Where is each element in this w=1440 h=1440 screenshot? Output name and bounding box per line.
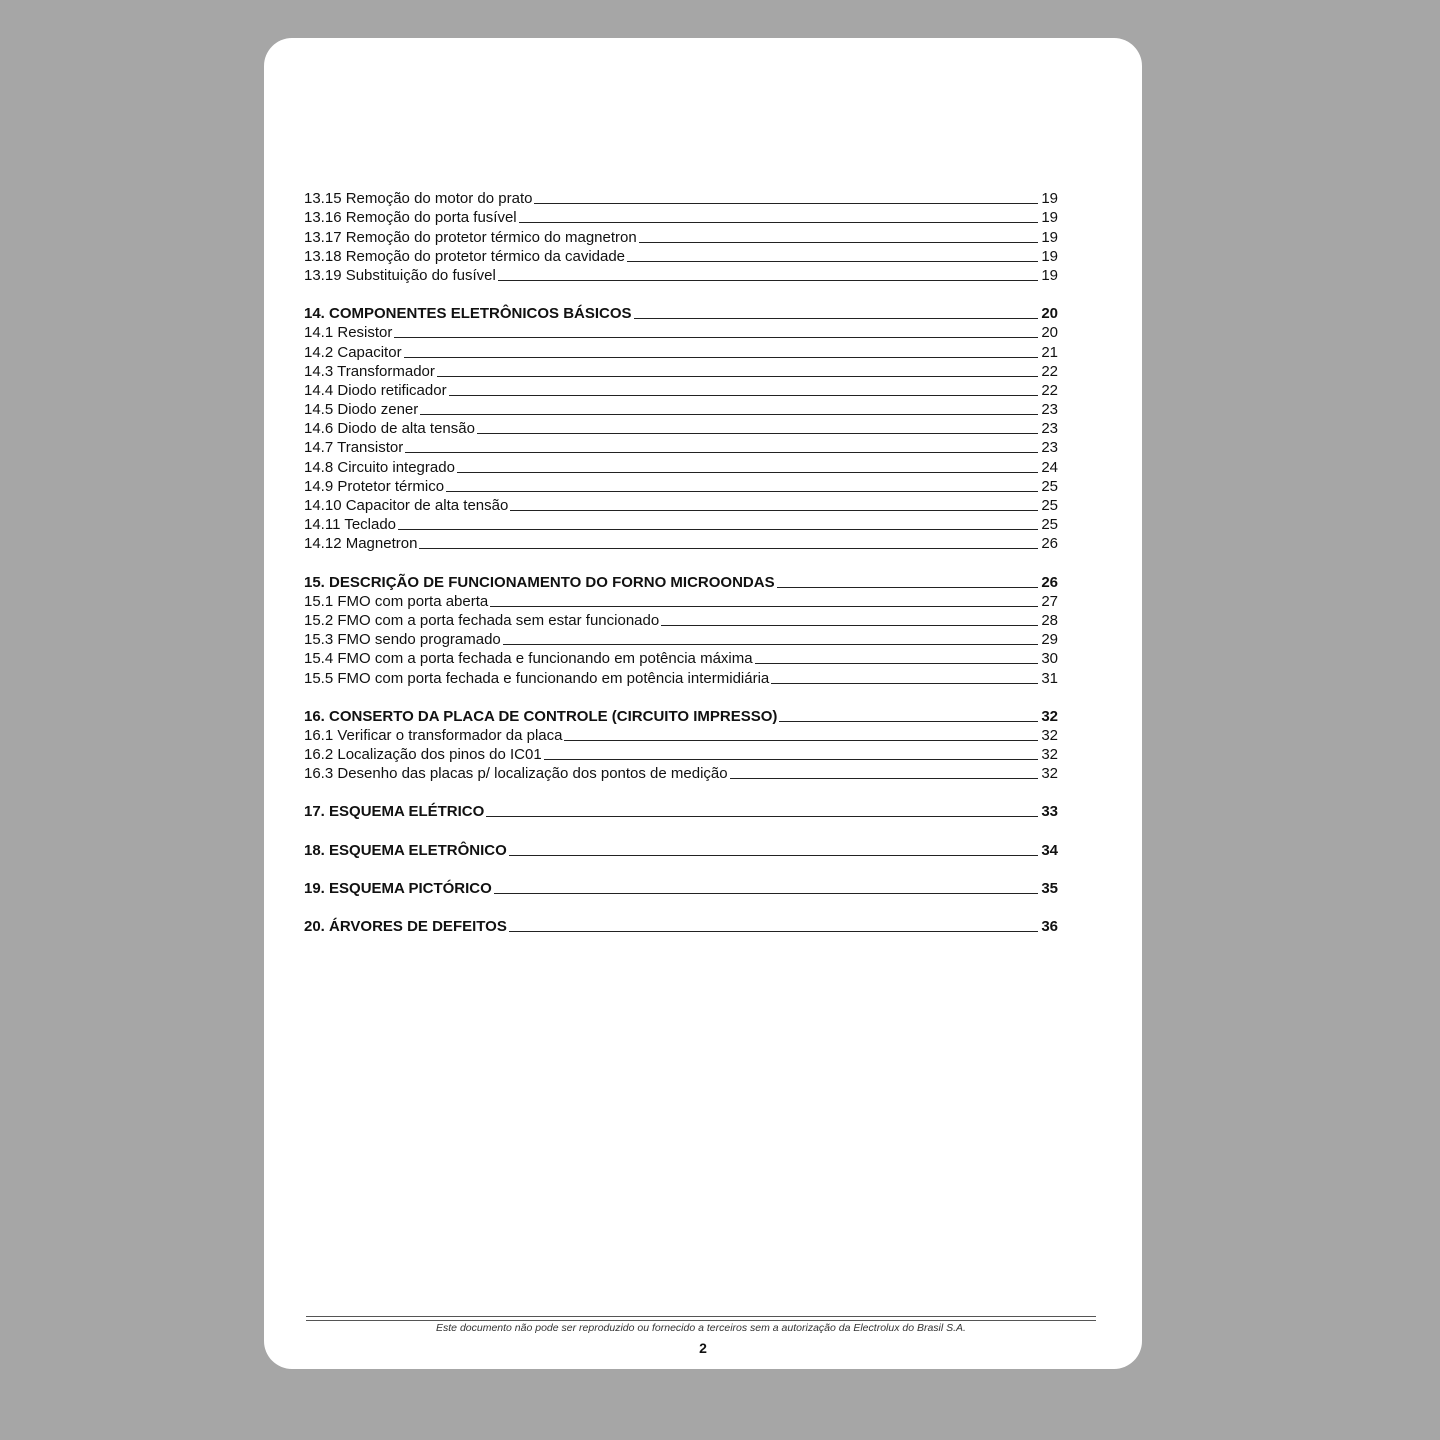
toc-entry-page: 28 (1041, 611, 1058, 629)
page-number: 2 (699, 1340, 707, 1356)
toc-entry (304, 610, 1058, 629)
toc-entry-label: 13.16 Remoção do porta fusível (304, 209, 517, 227)
toc-entry-label: 16.1 Verificar o transformador da placa (304, 726, 563, 744)
toc-leader-line (486, 816, 1038, 817)
toc-leader-line (544, 759, 1038, 760)
toc-entry (304, 207, 1058, 226)
toc-entry (304, 246, 1058, 265)
table-of-contents (304, 188, 1058, 935)
toc-entry-label: 16.3 Desenho das placas p/ localização dos pontos de medição (304, 765, 728, 783)
toc-entry-label: 15.5 FMO com porta fechada e funcionando em potência intermidiária (304, 669, 770, 687)
toc-entry (304, 456, 1058, 475)
toc-leader-line (771, 683, 1038, 684)
toc-entry-page: 27 (1041, 592, 1058, 610)
toc-entry-page: 32 (1041, 765, 1058, 783)
toc-leader-line (419, 548, 1038, 549)
toc-leader-line (509, 931, 1038, 932)
toc-section-entry (304, 916, 1058, 935)
toc-entry-label: 14.5 Diodo zener (304, 401, 419, 419)
toc-entry (304, 725, 1058, 744)
toc-entry-label: 17. ESQUEMA ELÉTRICO (304, 803, 485, 821)
toc-leader-line (446, 491, 1038, 492)
toc-entry-label: 14.8 Circuito integrado (304, 458, 455, 476)
footer-copyright-note: Este documento não pode ser reproduzido ou fornecido a terceiros sem a autorização da Electrolux do Brasil S.A. (436, 1322, 966, 1334)
toc-leader-line (534, 203, 1038, 204)
toc-entry-page: 19 (1041, 209, 1058, 227)
toc-entry (304, 476, 1058, 495)
toc-entry (304, 437, 1058, 456)
toc-leader-line (398, 529, 1038, 530)
footer-divider (306, 1316, 1096, 1321)
toc-entry (304, 226, 1058, 245)
toc-leader-line (394, 337, 1038, 338)
toc-entry (304, 763, 1058, 782)
toc-leader-line (503, 644, 1038, 645)
document-page (264, 38, 1142, 1369)
toc-entry-page: 23 (1041, 401, 1058, 419)
toc-entry-label: 14. COMPONENTES ELETRÔNICOS BÁSICOS (304, 305, 632, 323)
toc-entry-page: 21 (1041, 343, 1058, 361)
toc-entry-page: 36 (1041, 918, 1058, 935)
toc-leader-line (627, 261, 1038, 262)
toc-section-entry (304, 839, 1058, 858)
toc-section-entry (304, 706, 1058, 725)
toc-leader-line (477, 433, 1038, 434)
toc-leader-line (494, 893, 1038, 894)
toc-leader-line (634, 318, 1038, 319)
toc-entry-page: 25 (1041, 516, 1058, 534)
toc-entry-label: 15. DESCRIÇÃO DE FUNCIONAMENTO DO FORNO MICROONDAS (304, 573, 775, 591)
toc-entry-label: 13.19 Substituição do fusível (304, 266, 496, 284)
toc-entry-page: 20 (1041, 305, 1058, 323)
toc-entry-label: 20. ÁRVORES DE DEFEITOS (304, 918, 507, 935)
toc-leader-line (420, 414, 1038, 415)
toc-leader-line (510, 510, 1038, 511)
toc-entry-page: 31 (1041, 669, 1058, 687)
toc-entry (304, 341, 1058, 360)
toc-leader-line (779, 721, 1038, 722)
toc-entry (304, 380, 1058, 399)
toc-entry-page: 22 (1041, 381, 1058, 399)
toc-entry-label: 16. CONSERTO DA PLACA DE CONTROLE (CIRCUITO IMPRESSO) (304, 707, 778, 725)
toc-entry-label: 14.2 Capacitor (304, 343, 402, 361)
toc-entry-page: 24 (1041, 458, 1058, 476)
toc-entry-page: 19 (1041, 190, 1058, 208)
toc-entry-label: 14.12 Magnetron (304, 535, 418, 553)
toc-entry-page: 32 (1041, 726, 1058, 744)
toc-entry (304, 629, 1058, 648)
toc-entry-label: 13.15 Remoção do motor do prato (304, 190, 533, 208)
toc-entry-page: 33 (1041, 803, 1058, 821)
toc-entry-label: 14.9 Protetor térmico (304, 477, 445, 495)
toc-entry (304, 514, 1058, 533)
toc-entry (304, 744, 1058, 763)
toc-entry-page: 32 (1041, 707, 1058, 725)
toc-entry-label: 13.17 Remoção do protetor térmico do magnetron (304, 228, 637, 246)
toc-leader-line (519, 222, 1038, 223)
toc-leader-line (457, 472, 1038, 473)
toc-entry-label: 14.7 Transistor (304, 439, 404, 457)
toc-entry-page: 26 (1041, 535, 1058, 553)
toc-leader-line (490, 606, 1038, 607)
toc-entry-page: 32 (1041, 746, 1058, 764)
toc-entry-page: 25 (1041, 497, 1058, 514)
toc-leader-line (730, 778, 1038, 779)
toc-entry-label: 15.2 FMO com a porta fechada sem estar funcionado (304, 611, 660, 629)
toc-entry-label: 14.10 Capacitor de alta tensão (304, 497, 509, 514)
toc-entry-page: 19 (1041, 228, 1058, 246)
toc-entry-page: 20 (1041, 324, 1058, 342)
toc-entry (304, 591, 1058, 610)
toc-entry (304, 361, 1058, 380)
toc-leader-line (509, 855, 1038, 856)
toc-entry (304, 495, 1058, 514)
toc-entry (304, 667, 1058, 686)
toc-entry-label: 19. ESQUEMA PICTÓRICO (304, 879, 492, 897)
toc-entry-page: 23 (1041, 420, 1058, 438)
toc-entry-label: 14.11 Teclado (304, 516, 397, 534)
toc-leader-line (404, 357, 1038, 358)
toc-entry-label: 18. ESQUEMA ELETRÔNICO (304, 841, 507, 859)
toc-entry-page: 29 (1041, 631, 1058, 649)
toc-entry-label: 14.1 Resistor (304, 324, 393, 342)
toc-entry-page: 30 (1041, 650, 1058, 668)
toc-entry-label: 15.4 FMO com a porta fechada e funcionando em potência máxima (304, 650, 753, 668)
toc-section-entry (304, 878, 1058, 897)
toc-entry-label: 15.3 FMO sendo programado (304, 631, 501, 649)
toc-entry-page: 35 (1041, 879, 1058, 897)
toc-leader-line (661, 625, 1038, 626)
toc-section-entry (304, 571, 1058, 590)
toc-entry (304, 418, 1058, 437)
toc-entry (304, 533, 1058, 552)
toc-entry-page: 25 (1041, 477, 1058, 495)
toc-entry (304, 188, 1058, 207)
toc-entry-page: 26 (1041, 573, 1058, 591)
toc-leader-line (639, 242, 1038, 243)
toc-entry (304, 648, 1058, 667)
toc-section-entry (304, 801, 1058, 820)
toc-entry-label: 14.4 Diodo retificador (304, 381, 447, 399)
toc-leader-line (405, 452, 1038, 453)
toc-entry (304, 399, 1058, 418)
toc-entry-label: 14.3 Transformador (304, 362, 435, 380)
toc-entry-page: 22 (1041, 362, 1058, 380)
toc-entry-page: 19 (1041, 266, 1058, 284)
toc-entry-label: 16.2 Localização dos pinos do IC01 (304, 746, 542, 764)
toc-section-entry (304, 303, 1058, 322)
toc-leader-line (564, 740, 1038, 741)
toc-entry (304, 265, 1058, 284)
toc-entry-label: 13.18 Remoção do protetor térmico da cavidade (304, 247, 626, 265)
toc-leader-line (777, 587, 1038, 588)
toc-leader-line (437, 376, 1038, 377)
toc-entry (304, 322, 1058, 341)
toc-leader-line (755, 663, 1038, 664)
toc-entry-page: 34 (1041, 841, 1058, 859)
toc-entry-page: 23 (1041, 439, 1058, 457)
toc-entry-page: 19 (1041, 247, 1058, 265)
toc-entry-label: 15.1 FMO com porta aberta (304, 592, 489, 610)
toc-entry-label: 14.6 Diodo de alta tensão (304, 420, 475, 438)
toc-leader-line (449, 395, 1038, 396)
toc-leader-line (498, 280, 1038, 281)
